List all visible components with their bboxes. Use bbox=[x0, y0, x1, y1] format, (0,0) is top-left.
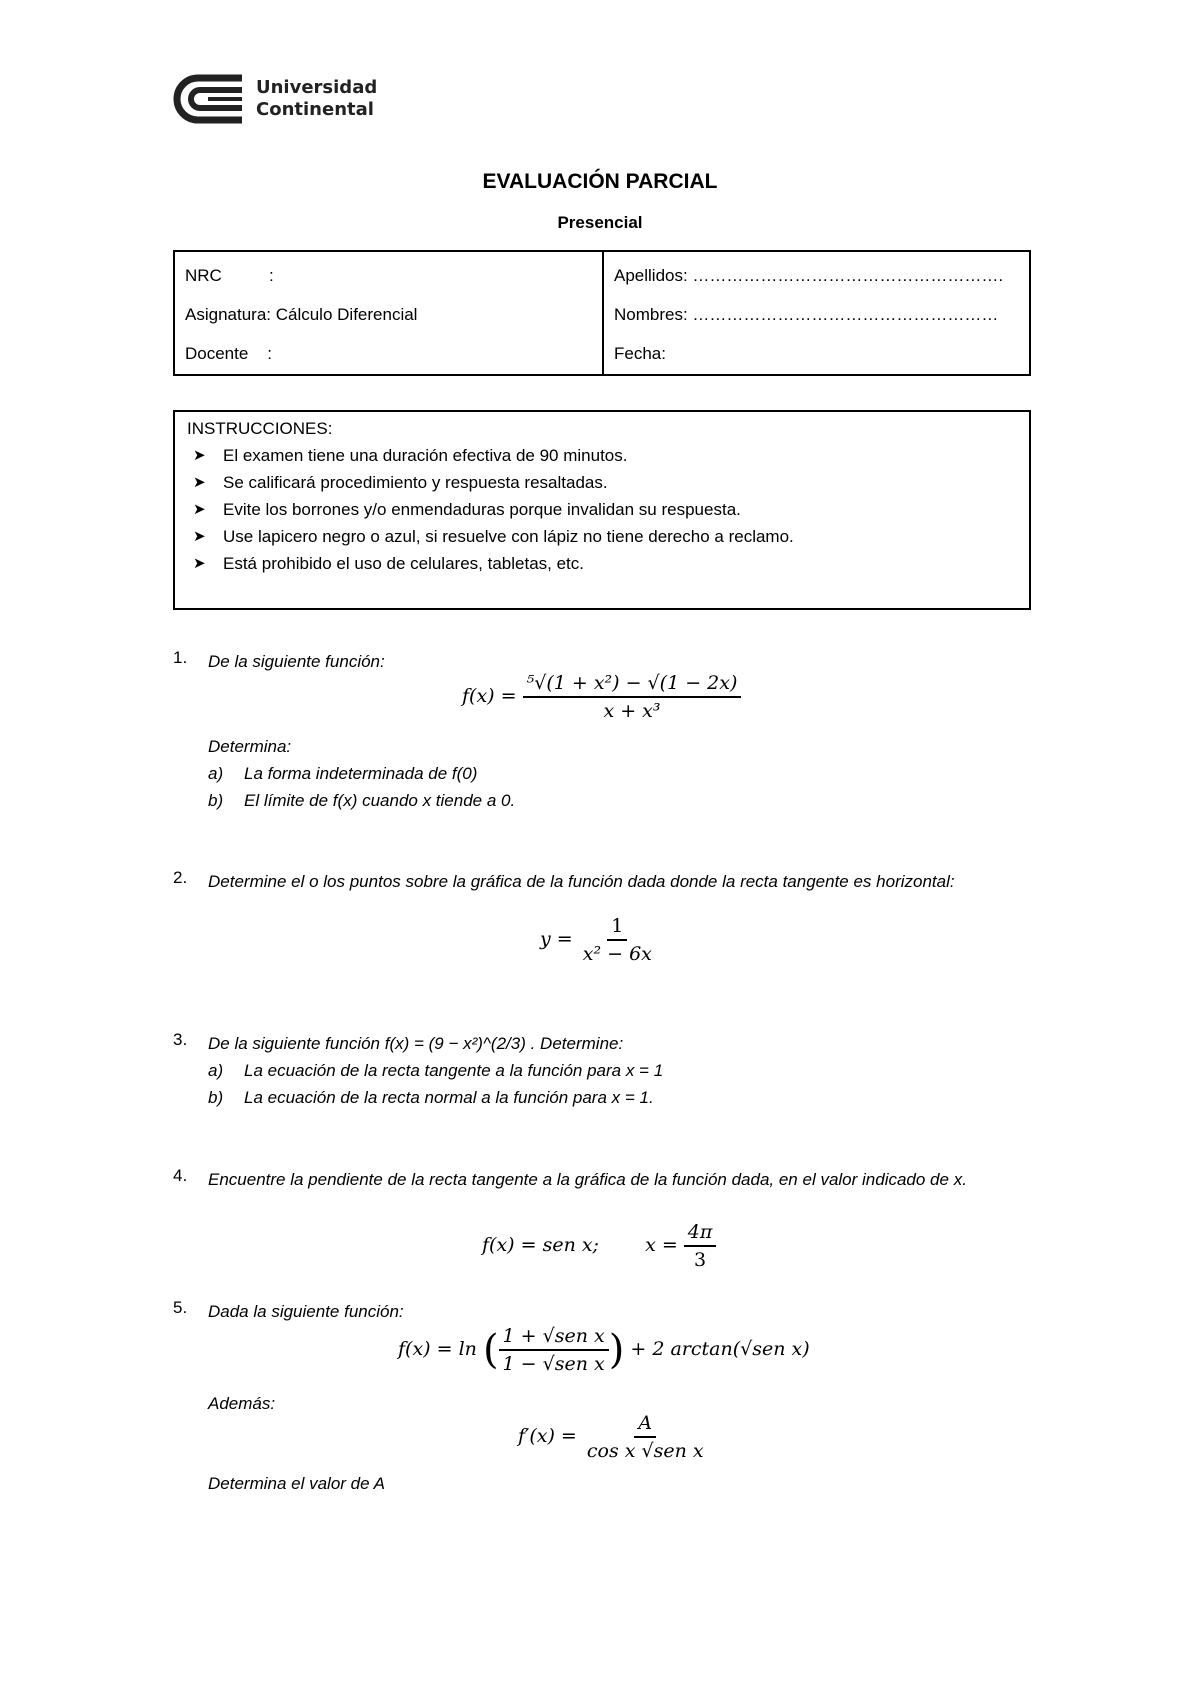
question-5-text: Dada la siguiente función: bbox=[208, 1302, 404, 1321]
formula-fraction bbox=[499, 1325, 609, 1375]
logo-text bbox=[256, 77, 377, 121]
formula-lhs: f(x) = bbox=[462, 685, 517, 707]
instructions-heading: INSTRUCCIONES: bbox=[187, 419, 333, 438]
question-3 bbox=[173, 1030, 1033, 1111]
formula-tail: + 2 arctan(√sen x) bbox=[630, 1338, 810, 1360]
university-logo bbox=[172, 74, 377, 124]
question-number: 3. bbox=[173, 1030, 188, 1049]
arrow-bullet-icon: ➤ bbox=[193, 528, 206, 545]
formula-numerator: ⁵√(1 + x²) − √(1 − 2x) bbox=[523, 672, 742, 698]
question-1-parts bbox=[173, 733, 1033, 814]
derivative-denominator: cos x √sen x bbox=[586, 1440, 704, 1462]
question-4-formula bbox=[482, 1221, 716, 1271]
question-2-formula bbox=[540, 915, 656, 965]
instruction-text: Está prohibido el uso de celulares, tabletas, etc. bbox=[223, 554, 584, 573]
question-2 bbox=[173, 868, 1033, 895]
question-4 bbox=[173, 1166, 1033, 1193]
determina-label: Determina: bbox=[208, 737, 292, 756]
question-number: 5. bbox=[173, 1298, 188, 1317]
part-text: La ecuación de la recta normal a la función para x = 1. bbox=[244, 1088, 654, 1107]
instructions-box bbox=[173, 410, 1031, 610]
part-text: La forma indeterminada de f(0) bbox=[244, 764, 478, 783]
derivative-lhs: f′(x) = bbox=[518, 1425, 577, 1447]
asignatura-field: Asignatura: Cálculo Diferencial bbox=[185, 305, 418, 324]
derivative-numerator: A bbox=[634, 1412, 656, 1438]
instruction-item bbox=[187, 469, 1017, 496]
formula-numerator: 4π bbox=[684, 1221, 717, 1247]
question-1 bbox=[173, 648, 1033, 675]
part-label: a) bbox=[208, 1061, 224, 1080]
question-number: 1. bbox=[173, 648, 188, 667]
question-3-text: De la siguiente función f(x) = (9 − x²)^(2/3) . Determine: bbox=[208, 1034, 624, 1053]
question-1-part-a bbox=[208, 760, 1033, 787]
exam-subtitle: Presencial bbox=[557, 213, 643, 232]
fecha-field: Fecha: bbox=[614, 344, 666, 363]
formula-denominator: 3 bbox=[694, 1249, 707, 1271]
exam-title: EVALUACIÓN PARCIAL bbox=[482, 170, 718, 193]
arrow-bullet-icon: ➤ bbox=[193, 447, 206, 464]
question-5-closing bbox=[173, 1470, 1033, 1497]
formula-numerator: 1 + √sen x bbox=[499, 1325, 609, 1351]
student-info-box bbox=[173, 250, 1031, 376]
part-label: a) bbox=[208, 764, 224, 783]
instruction-text: El examen tiene una duración efectiva de 90 minutos. bbox=[223, 446, 628, 465]
question-number: 2. bbox=[173, 868, 188, 887]
apellidos-field: Apellidos: ………………………………………………. bbox=[614, 266, 1004, 285]
nrc-field: NRC : bbox=[185, 266, 274, 285]
instructions-list bbox=[187, 442, 1017, 577]
instruction-text: Use lapicero negro o azul, si resuelve con lápiz no tiene derecho a reclamo. bbox=[223, 527, 794, 546]
formula-fraction bbox=[523, 672, 742, 722]
university-logo-icon bbox=[172, 74, 244, 124]
question-5-derivative bbox=[518, 1412, 708, 1462]
arrow-bullet-icon: ➤ bbox=[193, 555, 206, 572]
formula-denominator: x + x³ bbox=[603, 700, 661, 722]
arrow-bullet-icon: ➤ bbox=[193, 501, 206, 518]
formula-fraction bbox=[684, 1221, 717, 1271]
derivative-fraction bbox=[583, 1412, 708, 1462]
question-number: 4. bbox=[173, 1166, 188, 1185]
question-4-text: Encuentre la pendiente de la recta tangente a la gráfica de la función dada, en el valor indicado de x. bbox=[208, 1170, 967, 1189]
question-5-formula: f(x) = ln ( $\frac{\text{1 + √sen x}}{\text{1 − √sen x}}$ ) + 2 arctan(√sen x) bbox=[398, 1325, 810, 1375]
instruction-item bbox=[187, 442, 1017, 469]
part-text: El límite de f(x) cuando x tiende a 0. bbox=[244, 791, 516, 810]
formula-fraction bbox=[579, 915, 656, 965]
docente-field: Docente : bbox=[185, 344, 272, 363]
info-right-column bbox=[602, 252, 1029, 374]
formula-lhs: y = bbox=[540, 928, 573, 950]
formula-numerator: 1 bbox=[607, 915, 627, 941]
logo-line-2: Continental bbox=[256, 99, 374, 120]
formula-x: x = bbox=[645, 1234, 678, 1256]
instruction-item bbox=[187, 523, 1017, 550]
question-1-formula bbox=[462, 672, 741, 722]
part-text: La ecuación de la recta tangente a la función para x = 1 bbox=[244, 1061, 664, 1080]
part-label: b) bbox=[208, 1088, 224, 1107]
question-1-text: De la siguiente función: bbox=[208, 652, 385, 671]
question-2-text: Determine el o los puntos sobre la gráfica de la función dada donde la recta tangente es horizontal: bbox=[208, 872, 955, 891]
arrow-bullet-icon: ➤ bbox=[193, 474, 206, 491]
instruction-item bbox=[187, 496, 1017, 523]
instruction-text: Evite los borrones y/o enmendaduras porque invalidan su respuesta. bbox=[223, 500, 741, 519]
instruction-item bbox=[187, 550, 1017, 577]
question-3-part-a bbox=[208, 1057, 1033, 1084]
formula-lhs: f(x) = ln bbox=[398, 1338, 477, 1360]
question-1-part-b bbox=[208, 787, 1033, 814]
formula-denominator: 1 − √sen x bbox=[502, 1353, 605, 1375]
closing-text: Determina el valor de A bbox=[208, 1474, 386, 1493]
nombres-field: Nombres: ……………………………………………… bbox=[614, 305, 999, 324]
ademas-label: Además: bbox=[208, 1394, 276, 1413]
logo-line-1: Universidad bbox=[256, 77, 378, 98]
formula-lhs: f(x) = sen x; bbox=[482, 1234, 599, 1256]
formula-denominator: x² − 6x bbox=[582, 943, 652, 965]
instruction-text: Se calificará procedimiento y respuesta resaltadas. bbox=[223, 473, 608, 492]
question-5 bbox=[173, 1298, 1033, 1325]
question-3-part-b bbox=[208, 1084, 1033, 1111]
info-left-column bbox=[175, 252, 602, 374]
part-label: b) bbox=[208, 791, 224, 810]
